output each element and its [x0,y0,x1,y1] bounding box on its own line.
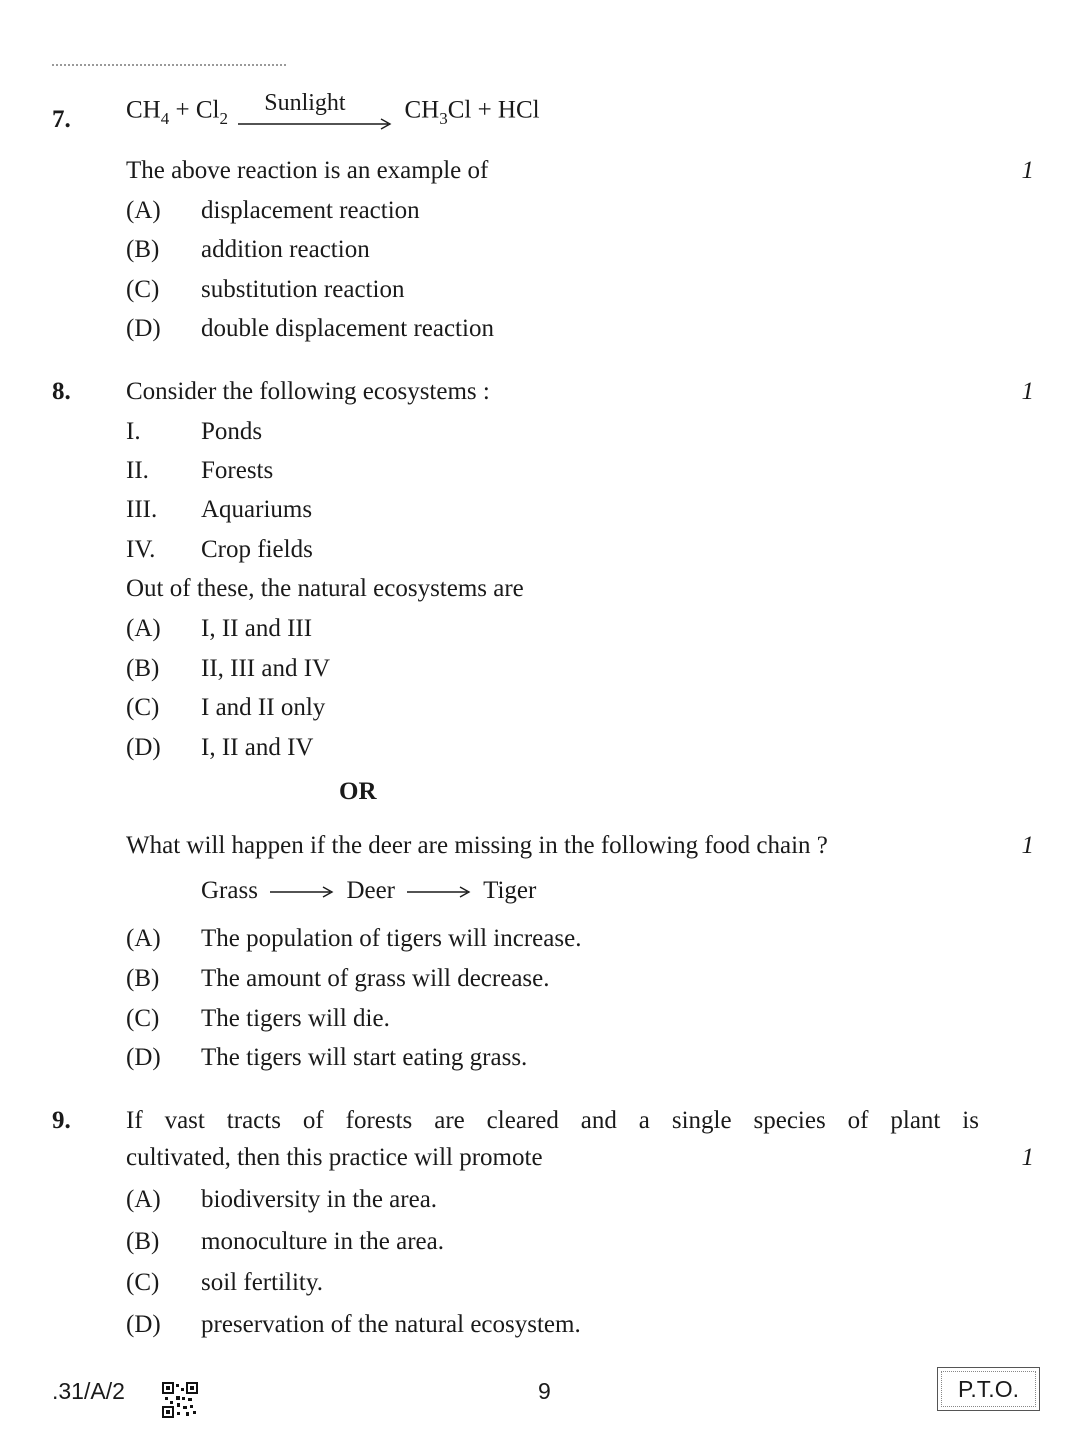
q7-equation: $CH_4 + Cl_2$ Sunlight $CH_3Cl$ + HCl [126,92,540,132]
q7-option-label: (A) [126,197,161,224]
q8-option-label: (B) [126,655,160,682]
paper-code: .31/A/2 [52,1378,125,1404]
q8-alt-option-label: (C) [126,1005,160,1032]
q8-option-label: (A) [126,615,161,642]
q7-option-text: double displacement reaction [201,315,494,342]
right-arrow-icon [405,886,473,898]
food-chain [201,877,536,905]
q8-alt-option-label: (B) [126,965,160,992]
q8-alt-option-text: The amount of grass will decrease. [201,965,550,992]
q7-option-label: (D) [126,315,161,342]
q8-alt-option-text: The tigers will die. [201,1005,390,1032]
q8-option-text: I, II and IV [201,734,314,761]
eq-product-1: CH [404,96,440,124]
pto-label: P.T.O. [958,1375,1019,1402]
q8-alt-stem: What will happen if the deer are missing in the following food chain ? [126,832,828,859]
q7-option-text: addition reaction [201,236,370,263]
q9-option-text: monoculture in the area. [201,1228,444,1255]
q8-stem: Consider the following ecosystems : [126,378,490,405]
q7-number: 7. [52,106,71,133]
q8-marks: 1 [1021,378,1034,405]
eq-reactant-2: + Cl [175,96,220,124]
right-arrow-icon [268,886,336,898]
eq-condition: Sunlight [264,90,346,116]
q8-option-text: I, II and III [201,615,313,642]
q9-option-text: soil fertility. [201,1269,323,1296]
food-chain-node: Deer [346,877,396,904]
q7-stem: The above reaction is an example of [126,157,489,184]
q8-item-text: Crop fields [201,536,313,563]
q9-marks: 1 [1021,1144,1034,1171]
eq-reactant-1: CH [126,96,161,124]
q9-stem-line-2: cultivated, then this practice will promote [126,1144,543,1171]
q8-question: Out of these, the natural ecosystems are [126,575,524,602]
q8-item-label: III. [126,496,158,523]
q7-option-label: (B) [126,236,160,263]
q9-option-label: (D) [126,1311,161,1338]
q8-option-text: II, III and IV [201,655,331,682]
q9-option-text: preservation of the natural ecosystem. [201,1311,581,1338]
q8-item-text: Aquariums [201,496,313,523]
or-separator: OR [339,778,377,805]
pto-box [937,1367,1040,1411]
q8-alt-option-label: (D) [126,1044,161,1071]
q8-item-label: I. [126,418,141,445]
q7-option-text: substitution reaction [201,276,405,303]
q7-option-text: displacement reaction [201,197,420,224]
qr-code-icon [162,1382,198,1418]
q8-item-text: Ponds [201,418,263,445]
q8-alt-option-text: The population of tigers will increase. [201,925,582,952]
q7-option-label: (C) [126,276,160,303]
q8-alt-marks: 1 [1021,832,1034,859]
food-chain-node: Grass [201,877,258,904]
q8-option-text: I and II only [201,694,326,721]
q8-item-label: IV. [126,536,156,563]
q8-alt-option-text: The tigers will start eating grass. [201,1044,528,1071]
q9-stem-line-1: If vast tracts of forests are cleared and a single species of plant is [126,1107,979,1134]
q9-option-label: (A) [126,1186,161,1213]
q8-option-label: (D) [126,734,161,761]
header-rule [52,64,286,66]
q9-option-label: (C) [126,1269,160,1296]
q9-option-label: (B) [126,1228,160,1255]
q8-alt-option-label: (A) [126,925,161,952]
q8-number: 8. [52,378,71,405]
food-chain-node: Tiger [483,877,537,904]
right-arrow-icon [238,118,394,130]
page-number: 9 [538,1378,551,1404]
q8-item-text: Forests [201,457,274,484]
q8-item-label: II. [126,457,149,484]
q8-option-label: (C) [126,694,160,721]
q7-marks: 1 [1021,157,1034,184]
q9-option-text: biodiversity in the area. [201,1186,438,1213]
reaction-arrow [238,92,394,132]
q9-number: 9. [52,1107,71,1134]
